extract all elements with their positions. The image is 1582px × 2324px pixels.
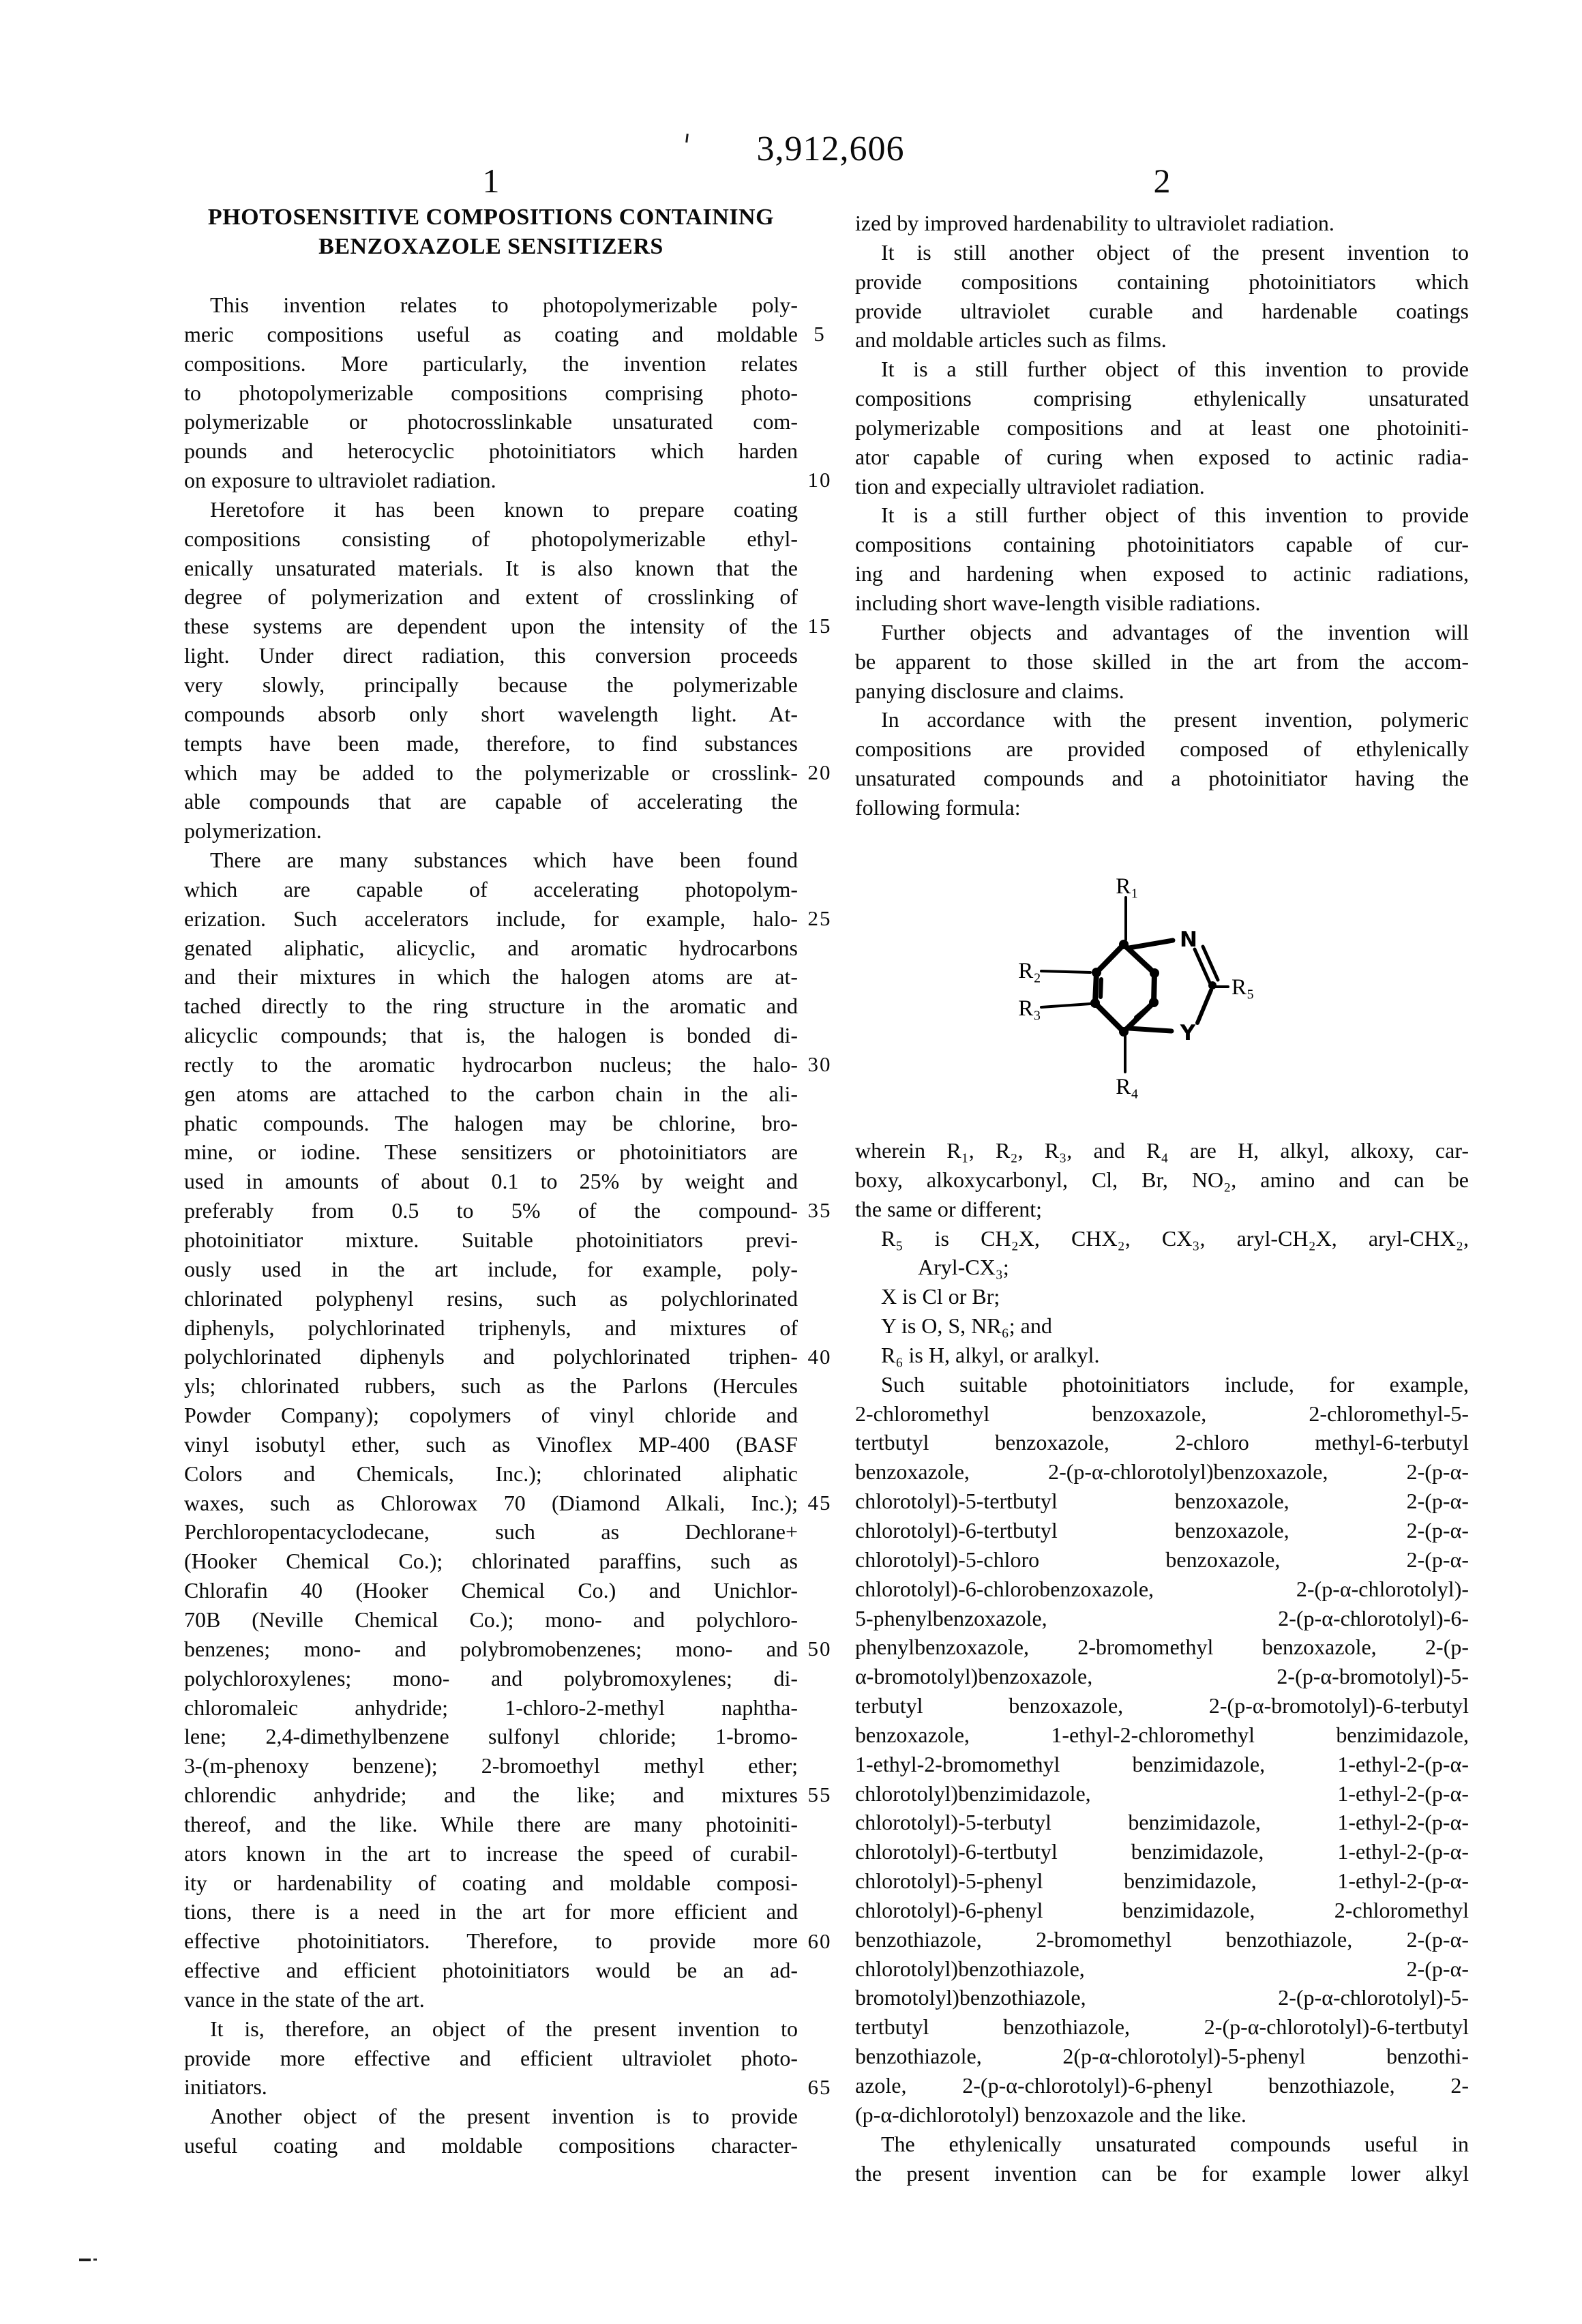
text-line: wherein R₁, R₂, R₃, and R₄ are H, alkyl, alkoxy, car- xyxy=(855,1138,1469,1163)
text-line: It is a still further object of this invention to provide xyxy=(881,503,1469,528)
text-line: (Hooker Chemical Co.); chlorinated paraffins, such as xyxy=(184,1549,798,1574)
text-line: It is, therefore, an object of the present invention to xyxy=(210,2016,798,2041)
line-number-gutter xyxy=(795,290,844,2132)
text-line: the same or different; xyxy=(855,1196,1042,1221)
gutter-line-number: 15 xyxy=(807,614,832,638)
text-line: polymerizable or photocrosslinkable unsaturated com- xyxy=(184,409,798,434)
gutter-line-number: 50 xyxy=(807,1637,832,1661)
text-line: compositions. More particularly, the invention relates xyxy=(184,351,798,376)
text-line: and moldable articles such as films. xyxy=(855,327,1167,353)
text-line: pounds and heterocyclic photoinitiators which harden xyxy=(184,438,798,464)
text-line: useful coating and moldable compositions character- xyxy=(184,2133,798,2158)
gutter-line-number: 20 xyxy=(807,760,832,784)
text-line: polymerization. xyxy=(184,818,322,844)
patent-number: 3,912,606 xyxy=(756,130,905,168)
text-line: diphenyls, polychlorinated triphenyls, and mixtures of xyxy=(184,1315,798,1340)
text-line: alicyclic compounds; that is, the halogen is bonded di- xyxy=(184,1023,798,1048)
gutter-line-number: 55 xyxy=(807,1783,832,1807)
text-line: chlorotolyl)-5-chloro benzoxazole, 2-(p-α- xyxy=(855,1547,1469,1572)
text-line: compositions containing photoinitiators capable of cur- xyxy=(855,532,1469,557)
text-line: tempts have been made, therefore, to find substances xyxy=(184,730,798,756)
text-line: provide compositions containing photoinitiators which xyxy=(855,269,1469,294)
text-line: tertbutyl benzoxazole, 2-chloro methyl-6-terbutyl xyxy=(855,1430,1469,1455)
formula-label-r1: R₁ xyxy=(1116,874,1139,899)
text-line: tached directly to the ring structure in the aromatic and xyxy=(184,994,798,1019)
text-line: benzoxazole, 2-(p-α-chlorotolyl)benzoxazole, 2-(p-α- xyxy=(855,1459,1469,1485)
text-line: erization. Such accelerators include, for example, halo- xyxy=(184,906,798,931)
text-line: ity or hardenability of coating and moldable composi- xyxy=(184,1870,798,1895)
text-line: There are many substances which have been found xyxy=(210,848,798,873)
gutter-line-number: 60 xyxy=(807,1928,832,1953)
text-line: ators known in the art to increase the speed of curabil- xyxy=(184,1841,798,1866)
left-column-text xyxy=(184,290,798,2160)
gutter-line-number: 10 xyxy=(807,468,832,492)
formula-atom-y: Y xyxy=(1180,1021,1196,1045)
text-line: chlorotolyl)-6-phenyl benzimidazole, 2-chloromethyl xyxy=(855,1897,1469,1922)
text-line: R₆ is H, alkyl, or aralkyl. xyxy=(881,1342,1100,1367)
text-line: chlorotolyl)-5-phenyl benzimidazole, 1-ethyl-2-(p-α- xyxy=(855,1868,1469,1894)
text-line: waxes, such as Chlorowax 70 (Diamond Alkali, Inc.); xyxy=(184,1490,798,1515)
gutter-line-number: 30 xyxy=(807,1052,832,1077)
text-line: bromotolyl)benzothiazole, 2-(p-α-chlorotolyl)-5- xyxy=(855,1985,1469,2010)
text-line: unsaturated compounds and a photoinitiator having the xyxy=(855,766,1469,791)
text-line: 3-(m-phenoxy benzene); 2-bromoethyl methyl ether; xyxy=(184,1753,798,1778)
text-line: very slowly, principally because the polymerizable xyxy=(184,672,798,697)
text-line: Aryl-CX₃; xyxy=(918,1255,1009,1280)
text-line: 70B (Neville Chemical Co.); mono- and polychloro- xyxy=(184,1607,798,1632)
text-line: yls; chlorinated rubbers, such as the Parlons (Hercules xyxy=(184,1373,798,1399)
substituent-bonds xyxy=(1041,897,1228,1072)
formula-label-r2: R₂ xyxy=(1018,959,1041,983)
column-number-left: 1 xyxy=(482,162,500,200)
gutter-line-number: 35 xyxy=(807,1198,832,1223)
text-line: ously used in the art include, for example, poly- xyxy=(184,1256,798,1281)
text-line: ator capable of curing when exposed to actinic radia- xyxy=(855,444,1469,469)
text-line: chlorotolyl)-6-tertbutyl benzimidazole, 1-ethyl-2-(p-α- xyxy=(855,1839,1469,1864)
formula-label-r3: R₃ xyxy=(1018,996,1041,1021)
text-line: It is still another object of the present invention to xyxy=(881,239,1469,265)
text-line: degree of polymerization and extent of crosslinking of xyxy=(184,584,798,610)
formula-label-r5: R₅ xyxy=(1232,975,1255,1000)
text-line: chlorotolyl)-6-tertbutyl benzoxazole, 2-(p-α- xyxy=(855,1517,1469,1543)
text-line: provide ultraviolet curable and hardenable coatings xyxy=(855,298,1469,323)
text-line: benzothiazole, 2-bromomethyl benzothiazole, 2-(p-α- xyxy=(855,1926,1469,1952)
text-line: provide more effective and efficient ultraviolet photo- xyxy=(184,2045,798,2070)
text-line: 5-phenylbenzoxazole, 2-(p-α-chlorotolyl)-6- xyxy=(855,1605,1469,1630)
text-line: ized by improved hardenability to ultraviolet radiation. xyxy=(855,211,1334,235)
text-line: chlorotolyl)-6-chlorobenzoxazole, 2-(p-α-chlorotolyl)- xyxy=(855,1576,1469,1601)
text-line: ing and hardening when exposed to actinic radiations, xyxy=(855,561,1469,586)
text-line: the present invention can be for example lower alkyl xyxy=(855,2160,1469,2186)
gutter-line-number: 40 xyxy=(807,1344,832,1369)
text-line: chlorotolyl)benzimidazole, 1-ethyl-2-(p-α- xyxy=(855,1781,1469,1806)
text-line: polychloroxylenes; mono- and polybromoxylenes; di- xyxy=(184,1665,798,1690)
text-line: be apparent to those skilled in the art from the accom- xyxy=(855,649,1469,674)
text-line: compositions are provided composed of ethylenically xyxy=(855,736,1469,762)
text-line: tions, there is a need in the art for more efficient and xyxy=(184,1899,798,1924)
text-line: benzenes; mono- and polybromobenzenes; mono- and xyxy=(184,1636,798,1661)
text-line: azole, 2-(p-α-chlorotolyl)-6-phenyl benzothiazole, 2- xyxy=(855,2073,1469,2098)
text-line: rectly to the aromatic hydrocarbon nucleus; the halo- xyxy=(184,1052,798,1077)
text-line: polymerizable compositions and at least one photoiniti- xyxy=(855,415,1469,440)
text-line: photoinitiator mixture. Suitable photoinitiators previ- xyxy=(184,1227,798,1252)
text-line: Y is O, S, NR₆; and xyxy=(881,1313,1052,1339)
text-line: It is a still further object of this invention to provide xyxy=(881,357,1469,382)
text-line: vinyl isobutyl ether, such as Vinoflex MP-400 (BASF xyxy=(184,1431,798,1457)
text-line: Powder Company); copolymers of vinyl chloride and xyxy=(184,1403,798,1428)
text-line: chlorinated polyphenyl resins, such as polychlorinated xyxy=(184,1285,798,1311)
text-line: Such suitable photoinitiators include, for example, xyxy=(881,1371,1469,1397)
text-line: Heretofore it has been known to prepare coating xyxy=(210,496,798,522)
text-line: The ethylenically unsaturated compounds useful in xyxy=(881,2131,1469,2156)
text-line: X is Cl or Br; xyxy=(881,1284,1000,1309)
text-line: chlorotolyl)-5-terbutyl benzimidazole, 1-ethyl-2-(p-α- xyxy=(855,1810,1469,1835)
text-line: Another object of the present invention is to provide xyxy=(210,2104,798,2129)
benzene-ring-bonds xyxy=(1095,944,1154,1032)
scan-artifact-dash xyxy=(79,2259,91,2261)
text-line: Perchloropentacyclodecane, such as Dechlorane+ xyxy=(184,1519,798,1545)
text-line: R₅ is CH₂X, CHX₂, CX₃, aryl-CH₂X, aryl-CHX₂, xyxy=(881,1225,1469,1251)
text-line: effective and efficient photoinitiators would be an ad- xyxy=(184,1958,798,1983)
text-line: to photopolymerizable compositions comprising photo- xyxy=(184,380,798,405)
text-line: initiators. xyxy=(184,2074,267,2100)
text-line: Colors and Chemicals, Inc.); chlorinated aliphatic xyxy=(184,1461,798,1486)
text-line: preferably from 0.5 to 5% of the compound- xyxy=(184,1198,798,1223)
text-line: phatic compounds. The halogen may be chlorine, bro- xyxy=(184,1110,798,1135)
right-column-text-upper xyxy=(855,209,1469,822)
text-line: In accordance with the present invention, polymeric xyxy=(881,707,1469,732)
text-line: genated aliphatic, alicyclic, and aromatic hydrocarbons xyxy=(184,935,798,960)
right-column-text-lower xyxy=(855,1136,1469,2188)
text-line: compounds absorb only short wavelength light. At- xyxy=(184,701,798,726)
text-line: able compounds that are capable of accelerating the xyxy=(184,789,798,814)
text-line: chlorotolyl)-5-tertbutyl benzoxazole, 2-(p-α- xyxy=(855,1489,1469,1514)
text-line: This invention relates to photopolymerizable poly- xyxy=(210,293,798,317)
text-line: boxy, alkoxycarbonyl, Cl, Br, NO₂, amino and can be xyxy=(855,1167,1469,1192)
invention-title-line2: BENZOXAZOLE SENSITIZERS xyxy=(318,234,663,259)
scan-artifact-tick xyxy=(685,134,689,143)
text-line: benzoxazole, 1-ethyl-2-chloromethyl benzimidazole, xyxy=(855,1722,1469,1747)
text-line: thereof, and the like. While there are many photoiniti- xyxy=(184,1811,798,1836)
text-line: chlorotolyl)benzothiazole, 2-(p-α- xyxy=(855,1956,1469,1981)
text-line: terbutyl benzoxazole, 2-(p-α-bromotolyl)-6-terbutyl xyxy=(855,1693,1469,1718)
text-line: mine, or iodine. These sensitizers or photoinitiators are xyxy=(184,1139,798,1165)
text-line: tion and expecially ultraviolet radiation. xyxy=(855,473,1205,498)
text-line: following formula: xyxy=(855,794,1021,820)
text-line: which may be added to the polymerizable or crosslink- xyxy=(184,760,798,785)
text-line: including short wave-length visible radiations. xyxy=(855,590,1261,615)
formula-label-r4: R₄ xyxy=(1116,1075,1139,1099)
text-line: Chlorafin 40 (Hooker Chemical Co.) and Unichlor- xyxy=(184,1578,798,1603)
invention-title xyxy=(184,203,798,261)
gutter-line-number: 65 xyxy=(807,2074,832,2099)
invention-title-line1: PHOTOSENSITIVE COMPOSITIONS CONTAINING xyxy=(207,205,775,230)
text-line: lene; 2,4-dimethylbenzene sulfonyl chloride; 1-bromo- xyxy=(184,1724,798,1749)
text-line: vance in the state of the art. xyxy=(184,1986,425,2012)
gutter-line-number: 25 xyxy=(807,906,832,930)
text-line: light. Under direct radiation, this conversion proceeds xyxy=(184,643,798,668)
text-line: 1-ethyl-2-bromomethyl benzimidazole, 1-ethyl-2-(p-α- xyxy=(855,1751,1469,1776)
gutter-line-number: 45 xyxy=(807,1490,832,1515)
text-line: compositions consisting of photopolymerizable ethyl- xyxy=(184,526,798,551)
text-line: these systems are dependent upon the intensity of the xyxy=(184,614,798,639)
text-line: and their mixtures in which the halogen atoms are at- xyxy=(184,964,798,989)
text-line: tertbutyl benzothiazole, 2-(p-α-chlorotolyl)-6-tertbutyl xyxy=(855,2014,1469,2040)
text-line: (p-α-dichlorotolyl) benzoxazole and the like. xyxy=(855,2102,1247,2127)
text-line: meric compositions useful as coating and moldable xyxy=(184,321,798,346)
text-line: used in amounts of about 0.1 to 25% by weight and xyxy=(184,1169,798,1194)
text-line: panying disclosure and claims. xyxy=(855,678,1124,703)
chemical-structure-diagram xyxy=(989,856,1309,1132)
text-line: which are capable of accelerating photopolym- xyxy=(184,876,798,902)
text-line: α-bromotolyl)benzoxazole, 2-(p-α-bromotolyl)-5- xyxy=(855,1664,1469,1689)
formula-atom-n: N xyxy=(1180,927,1197,952)
text-line: gen atoms are attached to the carbon chain in the ali- xyxy=(184,1081,798,1106)
text-line: enically unsaturated materials. It is also known that the xyxy=(184,555,798,580)
gutter-line-number: 5 xyxy=(814,321,826,346)
text-line: 2-chloromethyl benzoxazole, 2-chloromethyl-5- xyxy=(855,1401,1469,1426)
text-line: chlorendic anhydride; and the like; and mixtures xyxy=(184,1783,798,1808)
text-line: compositions comprising ethylenically unsaturated xyxy=(855,386,1469,411)
text-line: phenylbenzoxazole, 2-bromomethyl benzoxazole, 2-(p- xyxy=(855,1635,1469,1660)
azole-ring-bonds xyxy=(1129,940,1218,1031)
text-line: on exposure to ultraviolet radiation. xyxy=(184,468,496,493)
text-line: Further objects and advantages of the invention will xyxy=(881,619,1469,644)
text-line: polychlorinated diphenyls and polychlorinated triphen- xyxy=(184,1344,798,1369)
column-number-right: 2 xyxy=(1153,162,1171,200)
text-line: benzothiazole, 2(p-α-chlorotolyl)-5-phenyl benzothi- xyxy=(855,2044,1469,2069)
text-line: chloromaleic anhydride; 1-chloro-2-methyl naphtha- xyxy=(184,1695,798,1720)
text-line: effective photoinitiators. Therefore, to provide more xyxy=(184,1928,798,1954)
